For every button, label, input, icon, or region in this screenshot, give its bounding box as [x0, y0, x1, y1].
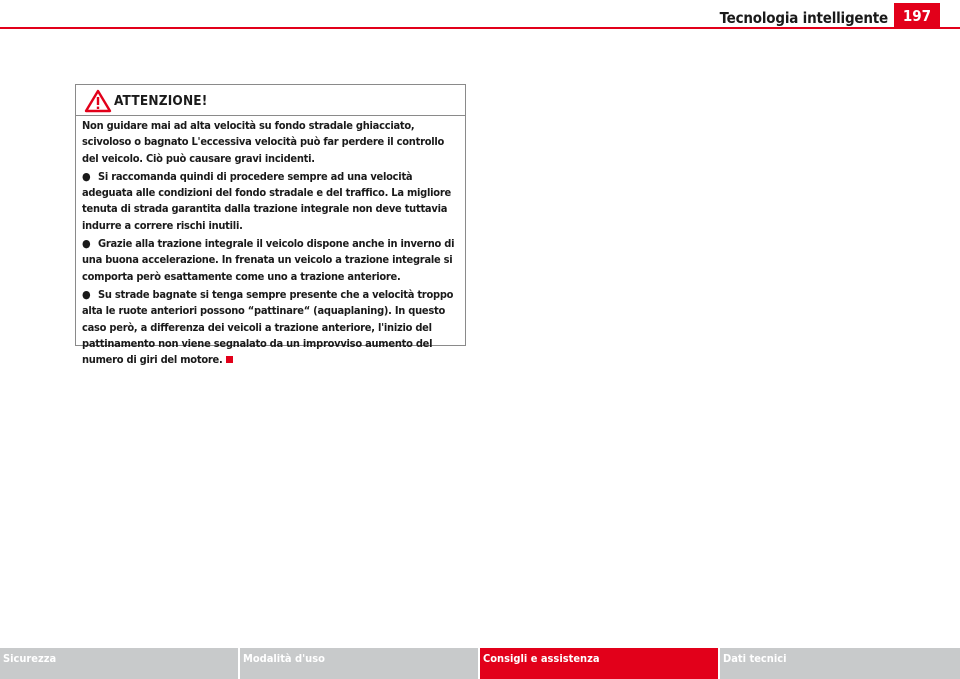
bullet-text: Grazie alla trazione integrale il veicolo dispone anche in inverno di una buona accelerazione. In frenata un veicolo a trazione integrale si comporta però esattamente come uno a trazione anteriore. [82, 237, 455, 283]
warning-body [76, 116, 465, 368]
footer-tab-modalita-uso[interactable]: Modalità d'uso [240, 648, 480, 679]
warning-header [76, 85, 465, 116]
footer-tab-sicurezza[interactable]: Sicurezza [0, 648, 240, 679]
bullet-icon: ● [82, 169, 91, 183]
footer-tab-consigli-assistenza[interactable]: Consigli e assistenza [480, 648, 720, 679]
warning-triangle-icon [84, 89, 112, 113]
bullet-icon: ● [82, 287, 91, 301]
warning-bullet-item [82, 169, 459, 234]
warning-bullet-item [82, 287, 459, 368]
footer-nav [0, 648, 960, 679]
end-of-section-icon [226, 356, 233, 363]
header-rule [0, 27, 960, 29]
footer-tab-dati-tecnici[interactable]: Dati tecnici [720, 648, 960, 679]
bullet-text: Si raccomanda quindi di procedere sempre ad una velocità adeguata alle condizioni del fondo stradale e del traffico. La migliore tenuta di strada garantita dalla trazione integrale non deve tuttavia indurre a correre rischi inutili. [82, 169, 451, 232]
bullet-icon: ● [82, 237, 91, 251]
bullet-text: Su strade bagnate si tenga sempre presente che a velocità troppo alta le ruote anteriori possono “pattinare“ (aquaplaning). In questo caso però, a differenza dei veicoli a trazione anteriore, l'inizio del pattinamento non viene segnalato da un improvviso aumento del numero di giri del motore. [82, 287, 454, 367]
page-title: Tecnologia intelligente [719, 9, 888, 27]
warning-box [75, 84, 466, 367]
page-number-badge: 197 [894, 3, 940, 29]
warning-bullet-item [82, 236, 459, 285]
warning-title: ATTENZIONE! [114, 93, 208, 109]
warning-paragraph: Non guidare mai ad alta velocità su fondo stradale ghiacciato, scivoloso o bagnato L'eccessiva velocità può far perdere il controllo del veicolo. Ciò può causare gravi incidenti. [82, 119, 445, 165]
